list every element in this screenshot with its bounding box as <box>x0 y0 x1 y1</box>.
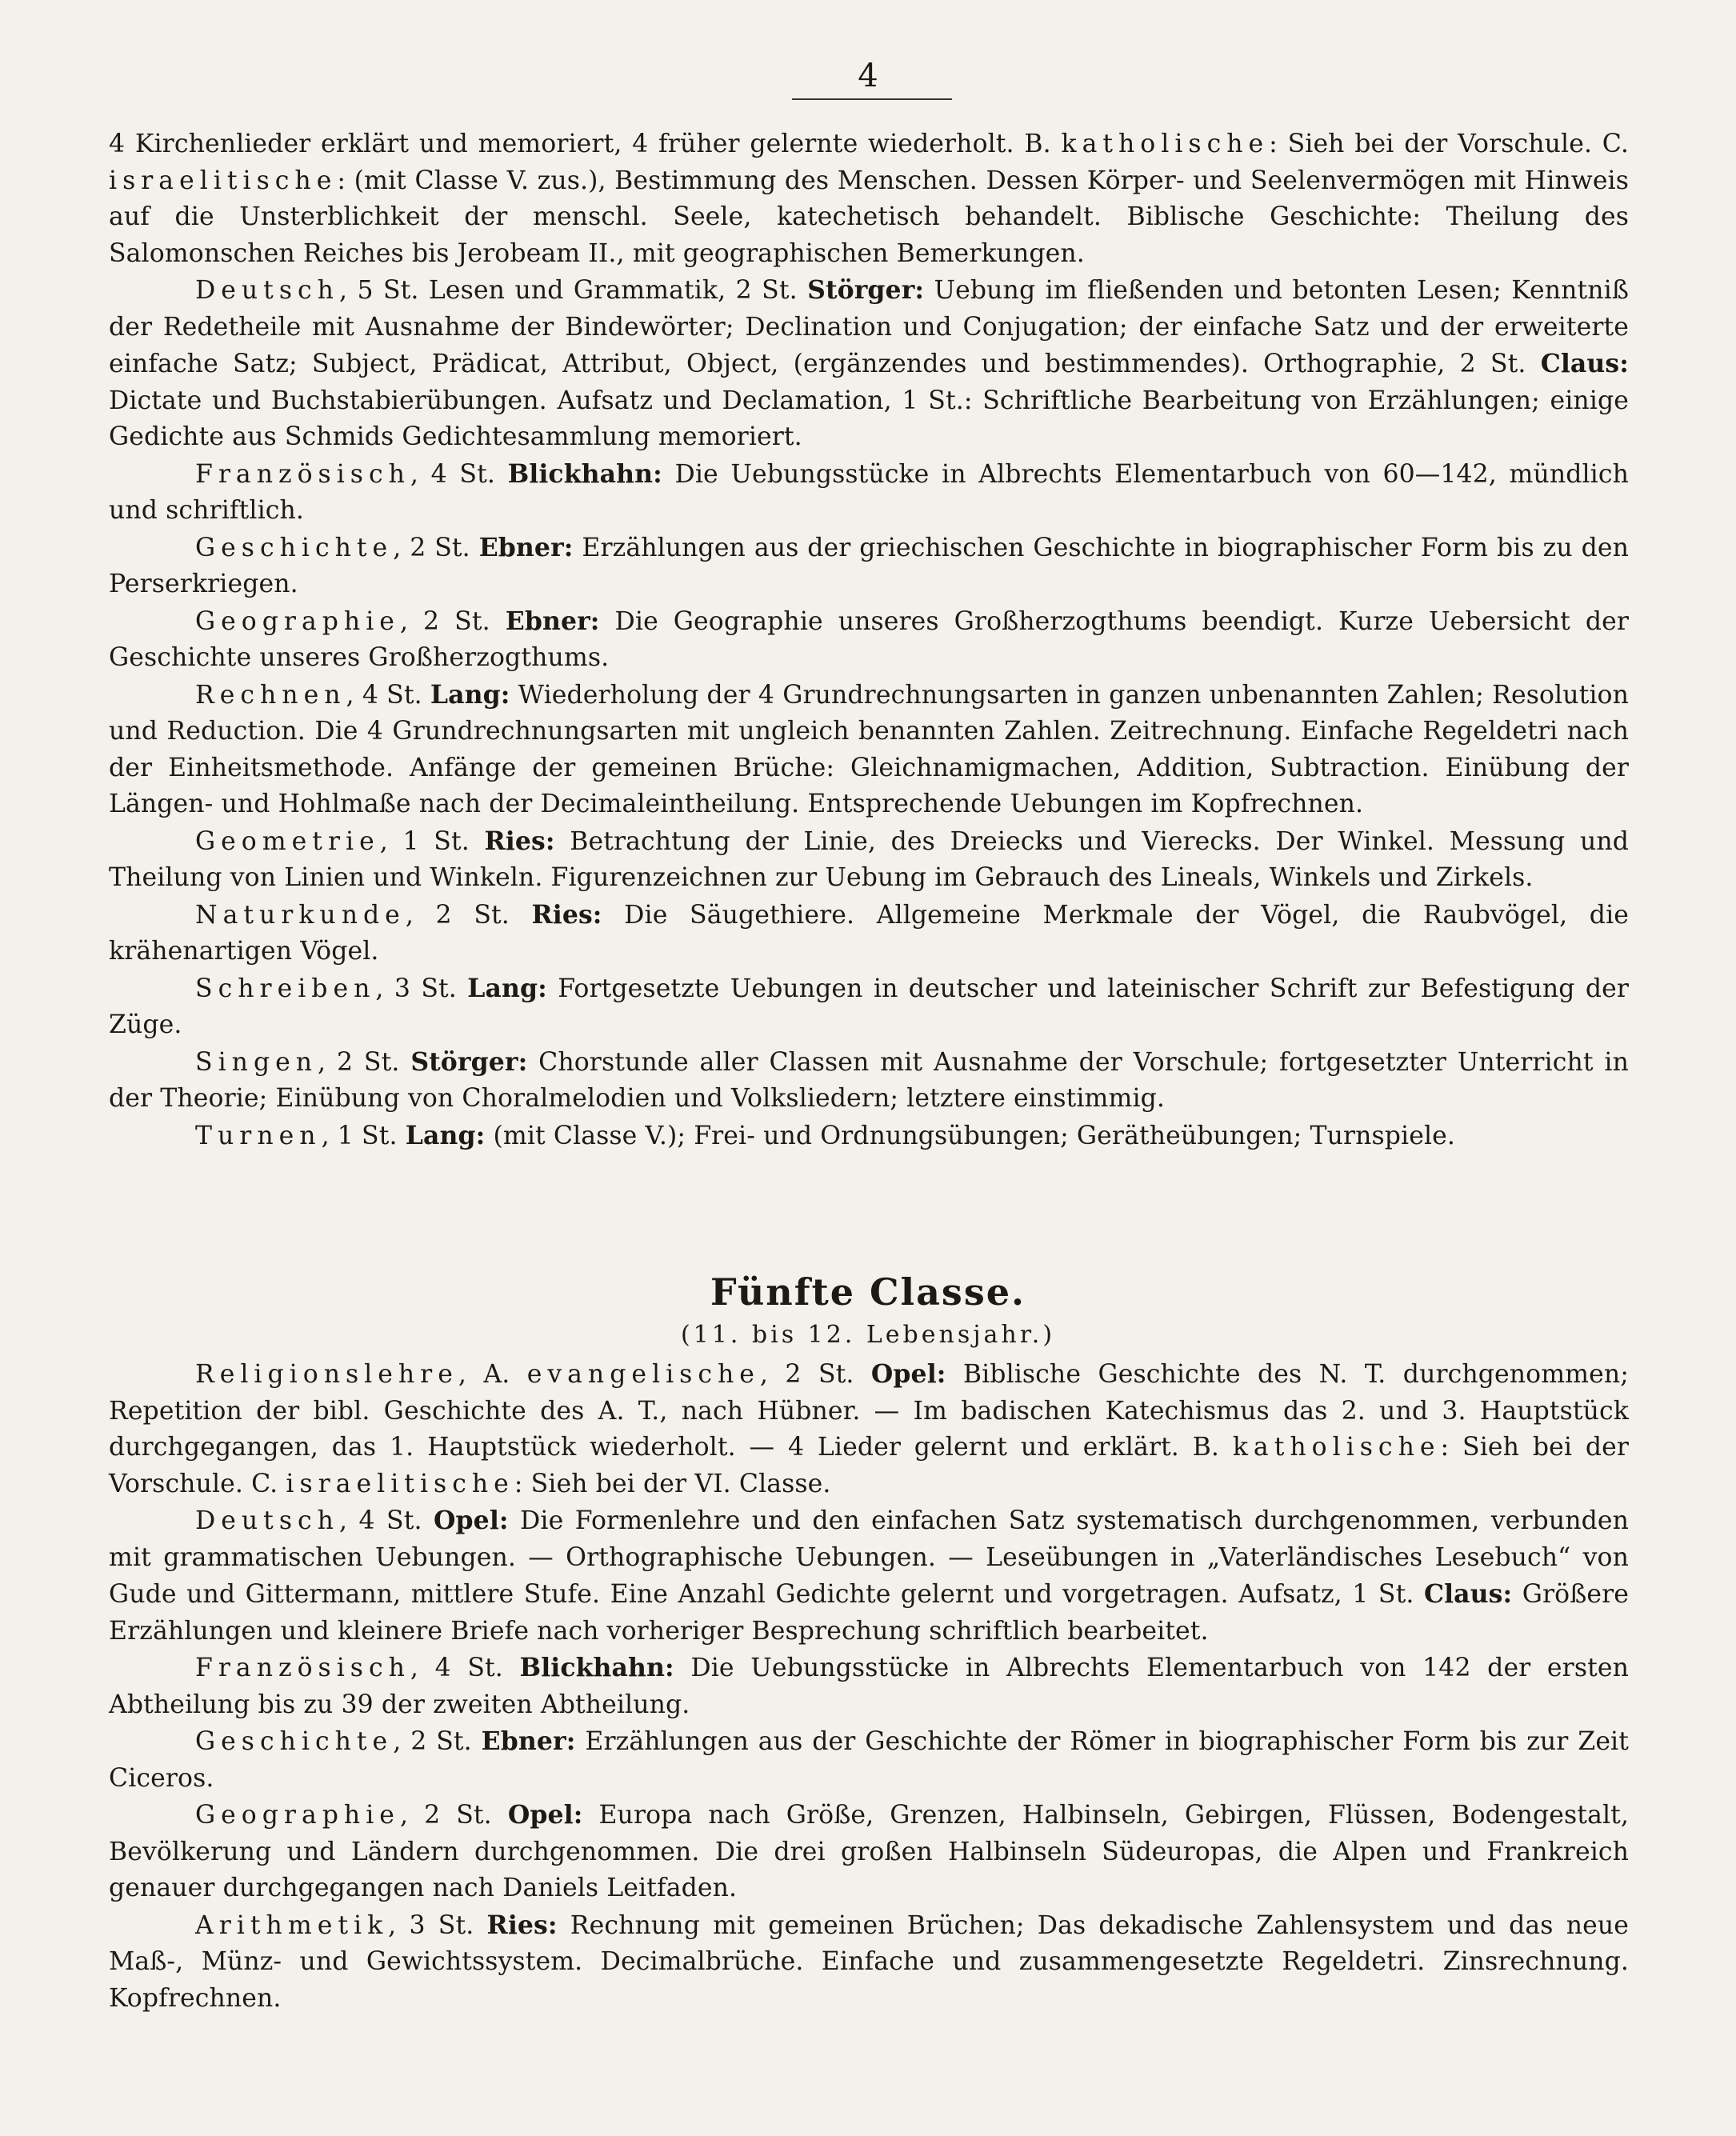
paragraph-turnen <box>109 1118 1629 1155</box>
subject-name: Deutsch <box>195 276 339 305</box>
subject-name: Geographie <box>195 606 400 636</box>
paragraph-geographie <box>109 1797 1629 1907</box>
text: Erzählungen aus der griechischen Geschichte in biographischer Form bis zu den Perserkriegen. <box>109 533 1629 598</box>
teacher-name: Ebner: <box>478 532 574 562</box>
text: Chorstunde aller Classen mit Ausnahme der Vorschule; fortgesetzter Unterricht in der Theorie; Einübung von Choralmelodien und Volksliedern; letztere einstimmig. <box>109 1047 1629 1113</box>
paragraph-deutsch <box>109 272 1629 456</box>
subject-name: Geschichte <box>195 533 394 562</box>
teacher-name: Ries: <box>486 1910 558 1940</box>
teacher-name: Störger: <box>410 1046 528 1077</box>
teacher-name: Ebner: <box>505 606 600 636</box>
text: , 4 St. <box>346 680 430 710</box>
text: , 2 St. <box>759 1360 871 1389</box>
text: , 1 St. <box>379 826 485 856</box>
text: , A. <box>458 1360 527 1389</box>
text: 4 Kirchenlieder erklärt und memoriert, 4 früher gelernte wiederholt. B. <box>109 130 1062 158</box>
teacher-name: Störger: <box>807 275 925 305</box>
teacher-name: Blickhahn: <box>507 458 662 489</box>
text: Die Uebungsstücke in Albrechts Elementarbuch von 60—142, mündlich und schriftlich. <box>109 459 1629 525</box>
text: Die Geographie unseres Großherzogthums beendigt. Kurze Uebersicht der Geschichte unseres Großherzogthums. <box>109 606 1629 672</box>
paragraph-geschichte <box>109 1723 1629 1797</box>
text: Erzählungen aus der Geschichte der Römer in biographischer Form bis zur Zeit Ciceros. <box>109 1727 1629 1793</box>
text: , 2 St. <box>399 1801 508 1830</box>
teacher-name: Lang: <box>430 679 510 710</box>
text: , 2 St. <box>393 1727 482 1756</box>
paragraph-franzoesisch <box>109 1650 1629 1723</box>
text: , 2 St. <box>405 900 532 930</box>
subject-name: Arithmetik <box>195 1910 389 1940</box>
text: Fortgesetzte Uebungen in deutscher und lateinischer Schrift zur Befestigung der Züge. <box>109 974 1629 1039</box>
text: Uebung im fließenden und betonten Lesen; Kenntniß der Redetheile mit Ausnahme der Bindewörter; Declination und Conjugation; der einfache Satz und der erweiterte einfache Satz; Subject, Prädicat, Attribut, Object, (ergänzendes und bestimmendes). Orthographie, 2 St. <box>109 276 1629 378</box>
class-five <box>109 1356 1629 2017</box>
subject-name: Französisch <box>195 1654 410 1682</box>
teacher-name: Claus: <box>1540 349 1629 378</box>
text: , 4 St. <box>410 459 508 489</box>
teacher-name: Ries: <box>531 899 602 930</box>
text: , 3 St. <box>388 1910 487 1940</box>
paragraph-singen <box>109 1044 1629 1118</box>
paragraph-geographie <box>109 603 1629 677</box>
text: Europa nach Größe, Grenzen, Halbinseln, Gebirgen, Flüssen, Bodengestalt, Bevölkerung und Ländern durchgenommen. Die drei großen Halbinseln Südeuropas, die Alpen und Frankreich genauer durchgegangen nach Daniels Leitfaden. <box>109 1801 1629 1902</box>
paragraph-religion-continued <box>109 126 1629 272</box>
text: , 5 St. Lesen und Grammatik, 2 St. <box>338 276 808 305</box>
text: Die Formenlehre und den einfachen Satz systematisch durchgenommen, verbunden mit grammatischen Uebungen. — Orthographische Uebungen. — Leseübungen in „Vaterländisches Lesebuch“ von Gude und Gittermann, mittlere Stufe. Eine Anzahl Gedichte gelernt und vorgetragen. Aufsatz, 1 St. <box>109 1506 1629 1609</box>
text: : Sieh bei der Vorschule. C. <box>109 1433 1629 1498</box>
subject-name: Rechnen <box>195 680 346 710</box>
text: Größere Erzählungen und kleinere Briefe nach vorheriger Besprechung schriftlich bearbeitet. <box>109 1580 1630 1646</box>
teacher-name: Blickhahn: <box>519 1653 674 1682</box>
subject-name: Geschichte <box>195 1727 394 1756</box>
paragraph-religionslehre <box>109 1356 1629 1502</box>
text: , 2 St. <box>393 533 479 562</box>
subject-name: Turnen <box>195 1121 322 1150</box>
text: Die Säugethiere. Allgemeine Merkmale der Vögel, die Raubvögel, die krähenartigen Vögel. <box>109 900 1629 966</box>
text: Betrachtung der Linie, des Dreiecks und Vierecks. Der Winkel. Messung und Theilung von Linien und Winkeln. Figurenzeichnen zur Uebung im Gebrauch des Lineals, Winkels und Zirkels. <box>109 826 1629 892</box>
subject-name: Geographie <box>195 1801 400 1830</box>
teacher-name: Claus: <box>1423 1579 1513 1609</box>
subject-name: Schreiben <box>195 974 376 1003</box>
text: : (mit Classe V. zus.), Bestimmung des Menschen. Dessen Körper- und Seelenvermögen mit Hinweis auf die Unsterblichkeit der menschl. Seele, katechetisch behandelt. Biblische Geschichte: Theilung des Salomonschen Reiches bis Jerobeam II., mit geographischen Bemerkungen. <box>109 166 1629 268</box>
paragraph-deutsch <box>109 1502 1629 1650</box>
text: Wiederholung der 4 Grundrechnungsarten in ganzen unbenannten Zahlen; Resolution und Reduction. Die 4 Grundrechnungsarten mit ungleich benannten Zahlen. Zeitrechnung. Einfache Regeldetri nach der Einheitsmethode. Anfänge der gemeinen Brüche: Gleichnamigmachen, Addition, Subtraction. Einübung der Längen- und Hohlmaße nach der Decimaleintheilung. Entsprechende Uebungen im Kopfrechnen. <box>109 680 1629 818</box>
text: , 2 St. <box>318 1047 411 1077</box>
teacher-name: Ries: <box>484 826 555 856</box>
subject-name: Französisch <box>195 459 410 489</box>
paragraph-schreiben <box>109 970 1629 1044</box>
section-heading: Fünfte Classe. <box>710 1270 1026 1314</box>
label-evangelische: evangelische <box>526 1360 760 1389</box>
paragraph-geschichte <box>109 530 1629 603</box>
label-israelitische: israelitische <box>286 1469 514 1498</box>
text: Die Uebungsstücke in Albrechts Elementarbuch von 142 der ersten Abtheilung bis zu 39 der zweiten Abtheilung. <box>109 1654 1629 1719</box>
text: Dictate und Buchstabierübungen. Aufsatz und Declamation, 1 St.: Schriftliche Bearbeitung von Erzählungen; einige Gedichte aus Schmids Gedichtesammlung memoriert. <box>109 386 1629 451</box>
label-katholische: katholische <box>1232 1433 1441 1462</box>
text: : Sieh bei der Vorschule. C. <box>1269 130 1629 158</box>
text: (mit Classe V.); Frei- und Ordnungsübungen; Gerätheübungen; Turnspiele. <box>485 1121 1456 1150</box>
text: , 2 St. <box>399 606 506 636</box>
text: , 4 St. <box>338 1506 434 1535</box>
subject-name: Geometrie <box>195 826 380 856</box>
text: Biblische Geschichte des N. T. durchgenommen; Repetition der bibl. Geschichte des A. T., nach Hübner. — Im badischen Katechismus das 2. und 3. Hauptstück durchgegangen, das 1. Hauptstück wiederholt. — 4 Lieder gelernt und erklärt. B. <box>109 1360 1629 1462</box>
page-number: 4 <box>858 58 878 94</box>
subject-name: Naturkunde <box>195 900 406 930</box>
label-israelitische: israelitische <box>109 166 338 195</box>
text: : Sieh bei der VI. Classe. <box>514 1469 831 1498</box>
text: Rechnung mit gemeinen Brüchen; Das dekadische Zahlensystem und das neue Maß-, Münz- und Gewichtssystem. Decimalbrüche. Einfache und zusammengesetzte Regeldetri. Zinsrechnung. Kopfrechnen. <box>109 1910 1629 2013</box>
subject-name: Singen <box>195 1047 318 1077</box>
paragraph-geometrie <box>109 823 1629 897</box>
page-number-rule <box>792 98 952 100</box>
paragraph-arithmetik <box>109 1907 1629 2018</box>
teacher-name: Opel: <box>434 1506 509 1535</box>
paragraph-franzoesisch <box>109 456 1629 530</box>
text: , 3 St. <box>375 974 468 1003</box>
label-katholische: katholische <box>1061 130 1270 158</box>
subject-name: Religionslehre <box>195 1360 458 1389</box>
section-subheading: (11. bis 12. Lebensjahr.) <box>680 1321 1056 1349</box>
paragraph-rechnen <box>109 677 1629 823</box>
teacher-name: Ebner: <box>481 1726 576 1756</box>
teacher-name: Lang: <box>405 1120 486 1150</box>
text: , 4 St. <box>410 1654 520 1682</box>
teacher-name: Opel: <box>507 1800 583 1830</box>
subject-name: Deutsch <box>195 1506 339 1535</box>
class-six-continued <box>109 126 1629 1154</box>
teacher-name: Lang: <box>467 973 547 1003</box>
paragraph-naturkunde <box>109 897 1629 970</box>
teacher-name: Opel: <box>870 1359 946 1389</box>
text: , 1 St. <box>321 1121 406 1150</box>
